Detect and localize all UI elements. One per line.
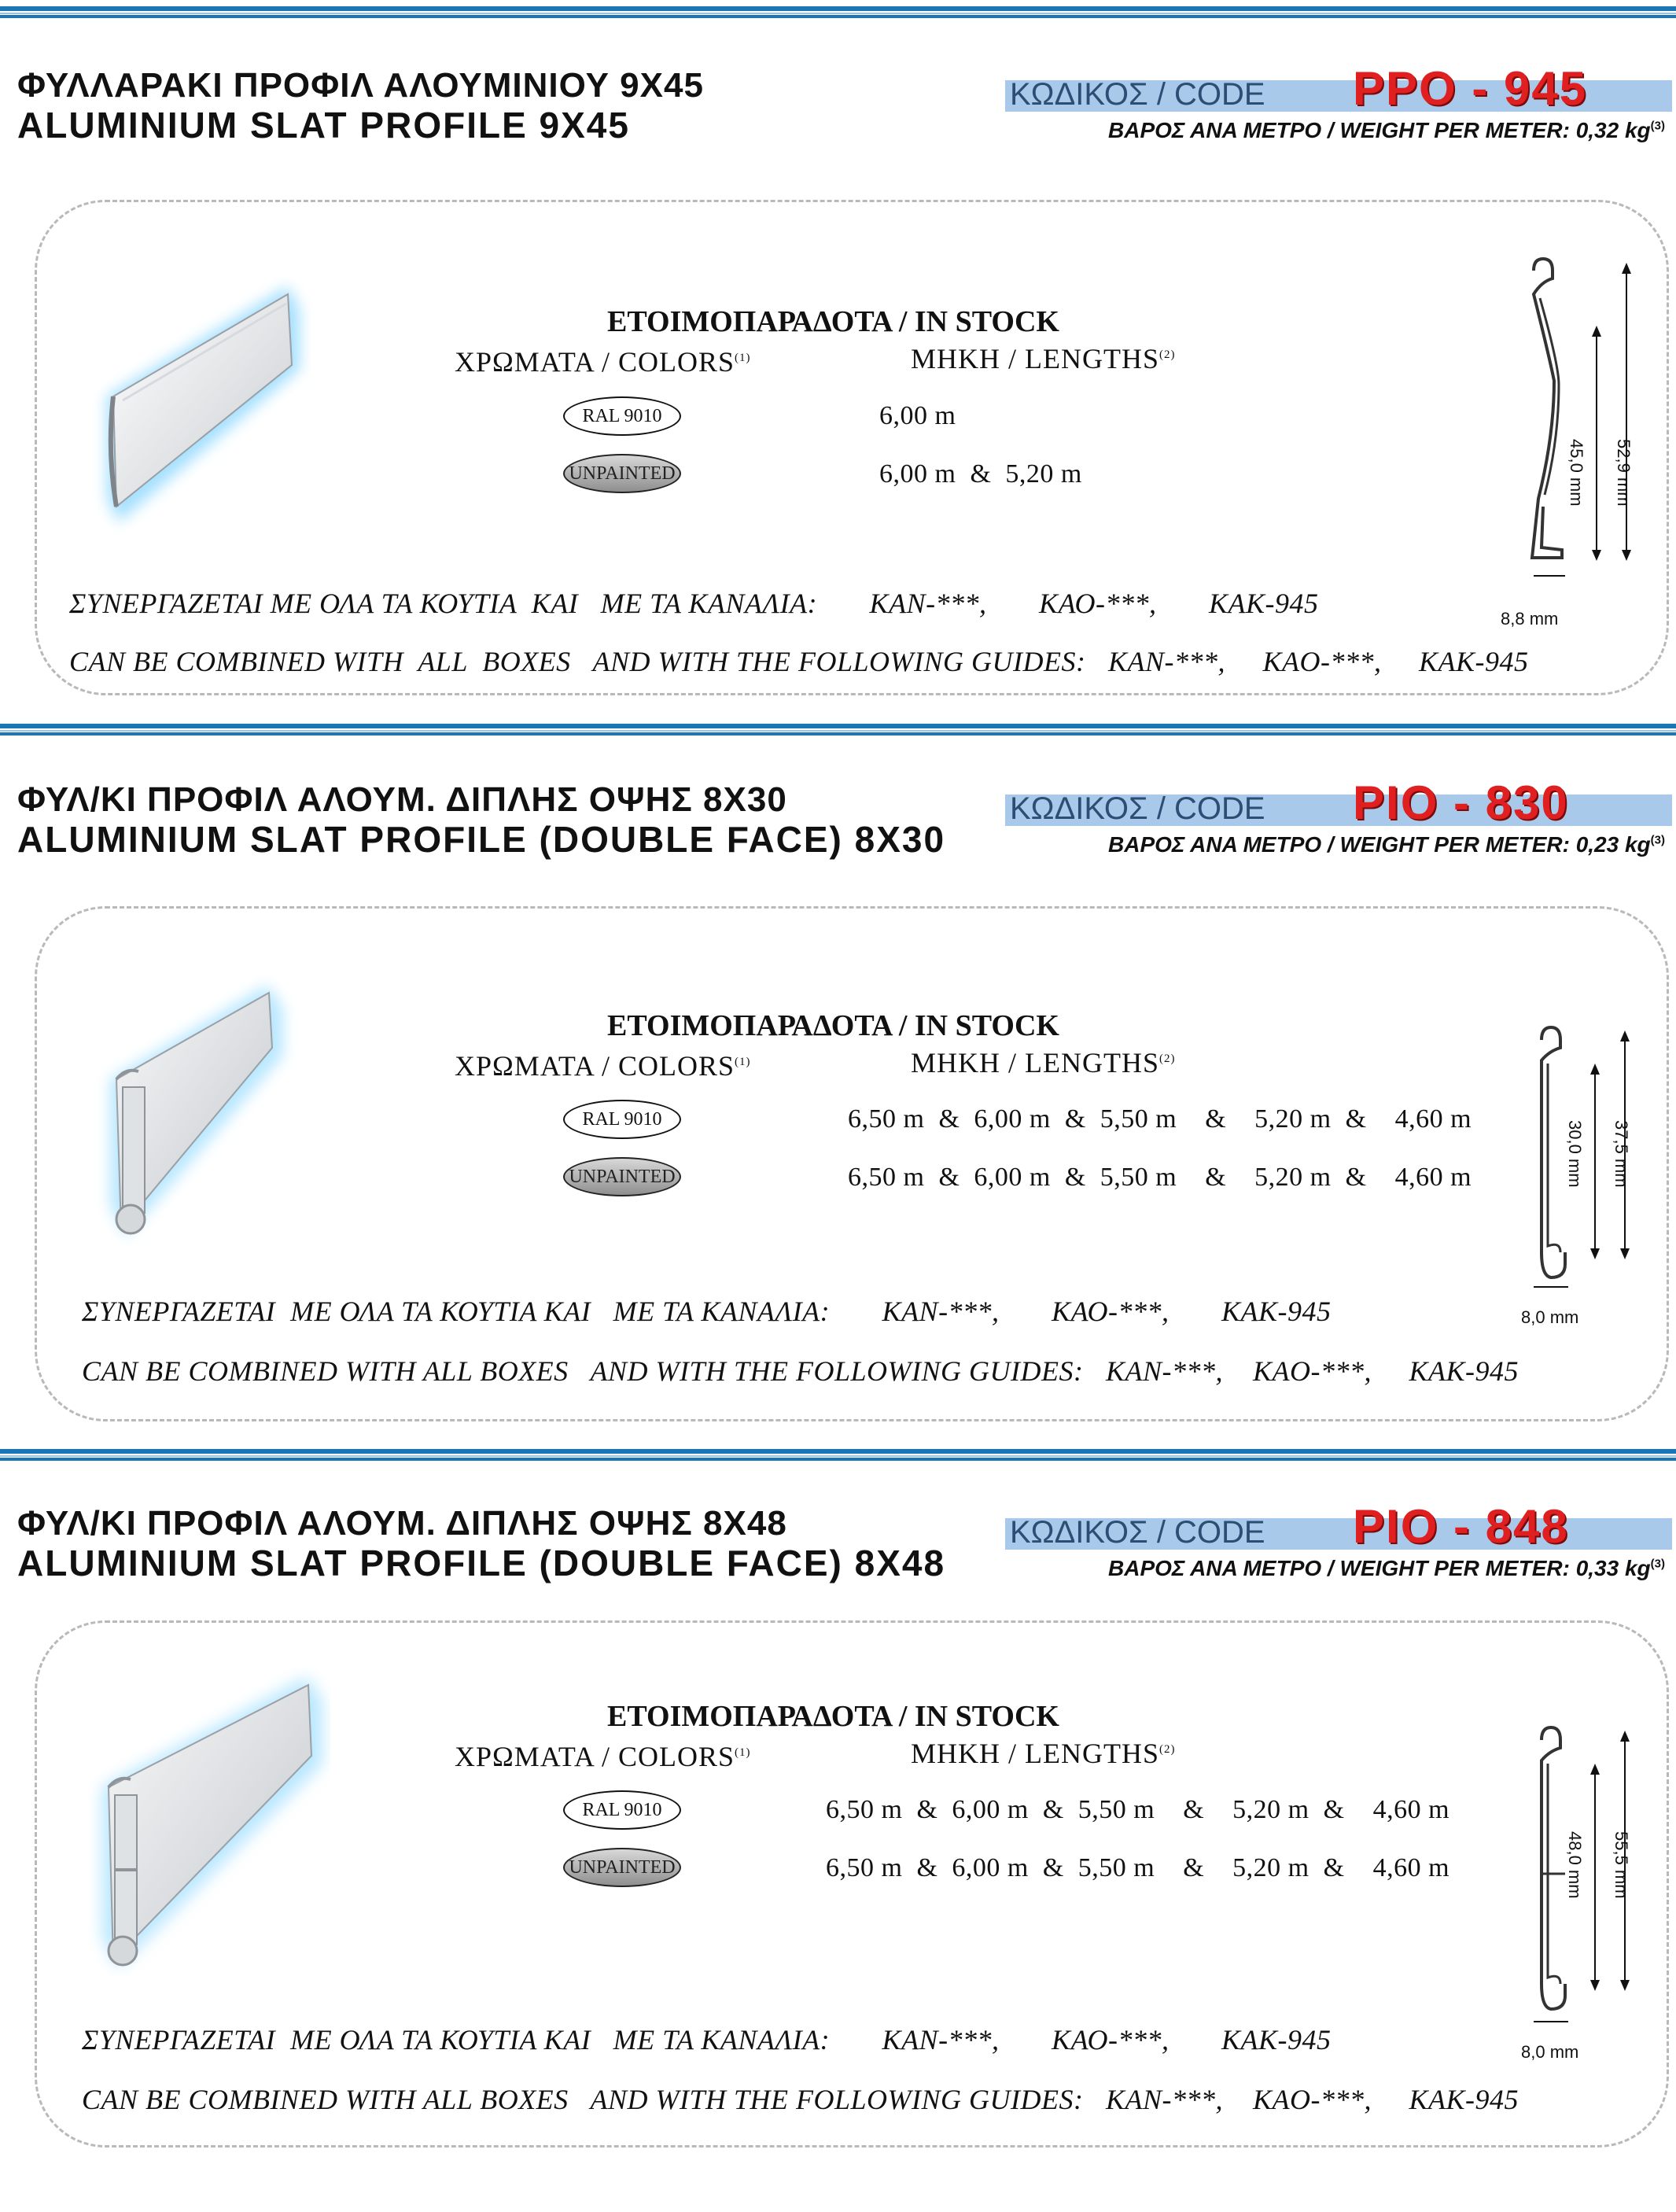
- in-stock-heading: ΕΤΟΙΜΟΠΑΡΑΔΟΤΑ / IN STOCK: [607, 1700, 1059, 1733]
- slat-profile-image: [94, 969, 299, 1252]
- colors-label: ΧΡΩΜΑΤΑ / COLORS$^{(1)}$: [455, 1050, 751, 1082]
- lengths-ral-9010: 6,50 m & 6,00 m & 5,50 m & 5,20 m & 4,60 m: [848, 1104, 1472, 1134]
- color-swatch-ral-9010: RAL 9010: [563, 396, 681, 436]
- compatibility-greek: ΣΥΝΕΡΓΑΖΕΤΑΙ ΜΕ ΟΛΑ ΤΑ ΚΟΥΤΙΑ ΚΑΙ ΜΕ ΤΑ ΚΑΝΑΛΙΑ: ΚΑΝ-***, ΚΑΟ-***, ΚΑΚ-945: [69, 588, 1319, 619]
- dim-width: 8,0 mm: [1521, 1307, 1579, 1327]
- lengths-unpainted: 6,50 m & 6,00 m & 5,50 m & 5,20 m & 4,60 m: [848, 1163, 1472, 1192]
- product-pio-830: [0, 776, 1676, 1488]
- in-stock-heading: ΕΤΟΙΜΟΠΑΡΑΔΟΤΑ / IN STOCK: [607, 1009, 1059, 1042]
- dim-width: 8,8 mm: [1501, 609, 1559, 629]
- lengths-label: ΜΗΚΗ / LENGTHS$^{(2)}$: [911, 1047, 1176, 1078]
- compatibility-english: CAN BE COMBINED WITH ALL BOXES AND WITH THE FOLLOWING GUIDES: KAN-***, KAO-***, KAK-945: [82, 2084, 1519, 2115]
- product-ppo-945: [0, 62, 1676, 774]
- top-separator: [0, 6, 1676, 19]
- code-label: ΚΩΔΙΚΟΣ / CODE: [1010, 1515, 1265, 1550]
- product-title-greek: ΦΥΛ/ΚΙ ΠΡΟΦΙΛ ΑΛΟΥΜ. ΔΙΠΛΗΣ ΟΨΗΣ 8Χ48: [17, 1504, 787, 1543]
- slat-profile-image: [87, 1661, 330, 1976]
- dim-height-face: 45,0 mm: [1567, 439, 1586, 507]
- lengths-unpainted: 6,00 m & 5,20 m: [879, 459, 1082, 488]
- code-label: ΚΩΔΙΚΟΣ / CODE: [1010, 77, 1265, 112]
- dim-height-total: 37,5 mm: [1612, 1120, 1631, 1188]
- color-swatch-ral-9010: RAL 9010: [563, 1100, 681, 1139]
- slat-profile-image: [76, 263, 311, 546]
- compatibility-greek: ΣΥΝΕΡΓΑΖΕΤΑΙ ΜΕ ΟΛΑ ΤΑ ΚΟΥΤΙΑ ΚΑΙ ΜΕ ΤΑ ΚΑΝΑΛΙΑ: ΚΑΝ-***, ΚΑΟ-***, ΚΑΚ-945: [82, 2024, 1332, 2055]
- lengths-unpainted: 6,50 m & 6,00 m & 5,50 m & 5,20 m & 4,60 m: [826, 1853, 1450, 1882]
- lengths-label: ΜΗΚΗ / LENGTHS$^{(2)}$: [911, 343, 1176, 374]
- color-swatch-ral-9010: RAL 9010: [563, 1790, 681, 1830]
- cross-section-drawing: [1486, 255, 1644, 585]
- weight-per-meter: ΒΑΡΟΣ ΑΝΑ ΜΕΤΡΟ / WEIGHT PER METER: 0,23 $kg^{(3)}$: [1108, 832, 1665, 857]
- color-swatch-unpainted: UNPAINTED: [563, 454, 681, 493]
- lengths-ral-9010: 6,50 m & 6,00 m & 5,50 m & 5,20 m & 4,60 m: [826, 1795, 1450, 1824]
- product-code: PIO - 848: [1353, 1500, 1569, 1553]
- compatibility-english: CAN BE COMBINED WITH ALL BOXES AND WITH THE FOLLOWING GUIDES: KAN-***, KAO-***, KAK-945: [82, 1355, 1519, 1387]
- dim-width: 8,0 mm: [1521, 2042, 1579, 2062]
- color-swatch-unpainted: UNPAINTED: [563, 1848, 681, 1887]
- dim-height-total: 52,9 mm: [1614, 439, 1634, 507]
- lengths-label: ΜΗΚΗ / LENGTHS$^{(2)}$: [911, 1738, 1176, 1769]
- color-swatch-unpainted: UNPAINTED: [563, 1157, 681, 1196]
- weight-per-meter: ΒΑΡΟΣ ΑΝΑ ΜΕΤΡΟ / WEIGHT PER METER: 0,33 $kg^{(3)}$: [1108, 1556, 1665, 1580]
- lengths-ral-9010: 6,00 m: [879, 401, 956, 430]
- product-title-greek: ΦΥΛ/ΚΙ ΠΡΟΦΙΛ ΑΛΟΥΜ. ΔΙΠΛΗΣ ΟΨΗΣ 8Χ30: [17, 780, 787, 819]
- product-title-english: ALUMINIUM SLAT PROFILE (DOUBLE FACE) 8X30: [17, 819, 946, 860]
- colors-label: ΧΡΩΜΑΤΑ / COLORS$^{(1)}$: [455, 346, 751, 378]
- product-title-english: ALUMINIUM SLAT PROFILE 9X45: [17, 105, 630, 146]
- product-code: PPO - 945: [1353, 62, 1588, 115]
- section-separator: [0, 724, 1676, 736]
- weight-per-meter: ΒΑΡΟΣ ΑΝΑ ΜΕΤΡΟ / WEIGHT PER METER: 0,32 $kg^{(3)}$: [1108, 118, 1665, 142]
- dim-height-face: 48,0 mm: [1565, 1831, 1585, 1899]
- code-label: ΚΩΔΙΚΟΣ / CODE: [1010, 791, 1265, 826]
- compatibility-greek: ΣΥΝΕΡΓΑΖΕΤΑΙ ΜΕ ΟΛΑ ΤΑ ΚΟΥΤΙΑ ΚΑΙ ΜΕ ΤΑ ΚΑΝΑΛΙΑ: ΚΑΝ-***, ΚΑΟ-***, ΚΑΚ-945: [82, 1296, 1332, 1327]
- colors-label: ΧΡΩΜΑΤΑ / COLORS$^{(1)}$: [455, 1741, 751, 1772]
- product-title-greek: ΦΥΛΛΑΡΑΚΙ ΠΡΟΦΙΛ ΑΛΟΥΜΙΝΙΟΥ 9Χ45: [17, 66, 704, 105]
- section-separator: [0, 1449, 1676, 1462]
- product-title-english: ALUMINIUM SLAT PROFILE (DOUBLE FACE) 8X48: [17, 1543, 946, 1583]
- dim-height-total: 55,5 mm: [1612, 1831, 1631, 1899]
- product-pio-848: [0, 1500, 1676, 2212]
- dim-height-face: 30,0 mm: [1565, 1120, 1585, 1188]
- compatibility-english: CAN BE COMBINED WITH ALL BOXES AND WITH THE FOLLOWING GUIDES: KAN-***, KAO-***, KAK-945: [69, 646, 1529, 677]
- product-code: PIO - 830: [1353, 776, 1569, 829]
- in-stock-heading: ΕΤΟΙΜΟΠΑΡΑΔΟΤΑ / IN STOCK: [607, 305, 1059, 338]
